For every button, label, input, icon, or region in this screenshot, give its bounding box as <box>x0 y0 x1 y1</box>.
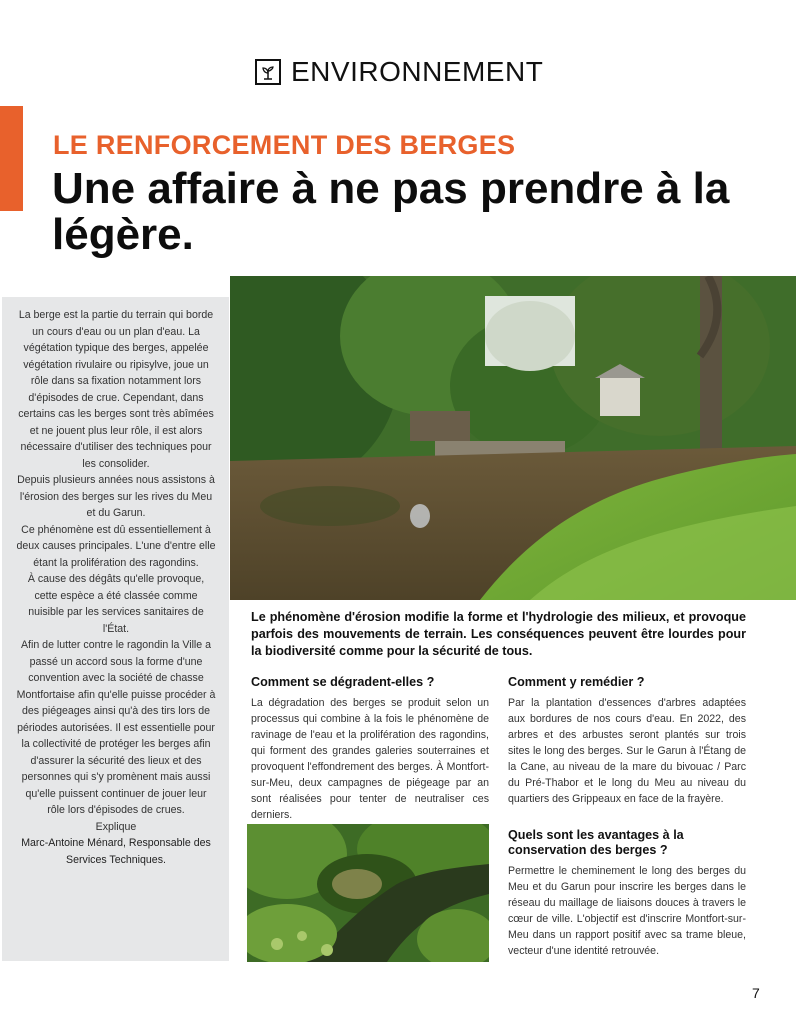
sidebar-paragraph: Depuis plusieurs années nous assistons à l'érosion des berges sur les rives du Meu et du Garun. <box>17 474 215 519</box>
section-heading: Comment se dégradent-elles ? <box>251 675 435 689</box>
section-degradation <box>251 675 489 823</box>
section-body: La dégradation des berges se produit selon un processus qui combine à la fois le phénomène de ravinage de l'eau et la prolifération des ragondins, qui forment des grandes galeries souterraines et provoquent l'effondrement des berges. À Montfort-sur-Meu, deux campagnes de piégeage par an sont réalisées pour tenter de neutraliser ces derniers. <box>251 697 489 821</box>
stream-photo <box>247 824 489 962</box>
section-advantages <box>508 828 746 959</box>
section-remedy <box>508 675 746 807</box>
sidebar-signature: Marc-Antoine Ménard, Responsable des Services Techniques. <box>21 837 211 866</box>
sidebar-paragraph: Ce phénomène est dû essentiellement à deux causes principales. L'une d'entre elle étant la prolifération des ragondins. <box>16 523 216 569</box>
accent-bar <box>0 106 23 211</box>
plant-in-frame-icon <box>255 59 281 85</box>
section-body: Permettre le cheminement le long des berges du Meu et du Garun pour inscrire les berges dans le réseau du maillage de liaisons douces à travers le cœur de ville. L'objectif est d'inscrire Montfort-sur-Meu dans un rapport positif avec sa trame bleue, vecteur d'une identité retrouvée. <box>508 865 746 957</box>
section-heading: Quels sont les avantages à la conservation des berges ? <box>508 828 684 857</box>
sidebar-paragraph: À cause des dégâts qu'elle provoque, cette espèce a été classée comme nuisible par les services sanitaires de l'État. <box>27 573 205 635</box>
sidebar-paragraph: Afin de lutter contre le ragondin la Ville a passé un accord sous la forme d'une convention avec la société de chasse Montfortaise afin qu'elle puisse procéder à des piégeages ainsi qu'à des tirs lors de périodes autorisées. Il est essentielle pour la collectivité de protéger les berges afin d'assurer la sécurité des lieux et des personnes qui s'y promènent mais aussi qu'elle puissent continuer de jouer leur rôle lors d'épisodes de crues. <box>16 639 216 816</box>
section-title: ENVIRONNEMENT <box>291 56 544 87</box>
section-header <box>255 54 543 90</box>
sidebar-box <box>2 297 229 961</box>
article-headline: Une affaire à ne pas prendre à la légère. <box>52 164 730 259</box>
page-number: 7 <box>752 985 760 1001</box>
sidebar-paragraph: Explique <box>95 820 137 833</box>
river-bank-photo <box>230 276 796 600</box>
sidebar-text <box>16 307 216 868</box>
section-heading: Comment y remédier ? <box>508 675 645 689</box>
section-body: Par la plantation d'essences d'arbres adaptées aux bordures de nos cours d'eau. En 2022, des arbres et des arbustes seront plantés sur trois sites le long des berges. Sur le Garun à l'Étang de la Cane, au niveau de la mare du bivouac / Parc du Pré-Thabor et le long du Meu au niveau du quartiers des Grippeaux en face de la frayère. <box>508 697 746 805</box>
sidebar-paragraph: La berge est la partie du terrain qui borde un cours d'eau ou un plan d'eau. La végétation typique des berges, appelée végétation rivulaire ou ripisylve, joue un rôle dans sa fixation notamment lors d'épisodes de crue. Cependant, dans certains cas les berges sont très abîmées et ne jouent plus leur rôle, il est alors nécessaire d'utiliser des techniques pour les consolider. <box>18 309 214 470</box>
article-kicker: LE RENFORCEMENT DES BERGES <box>53 130 516 160</box>
lead-paragraph: Le phénomène d'érosion modifie la forme et l'hydrologie des milieux, et provoque parfois des mouvements de terrain. Les conséquences peuvent être lourdes pour la biodiversité comme pour la sécurité de tous. <box>251 610 746 658</box>
